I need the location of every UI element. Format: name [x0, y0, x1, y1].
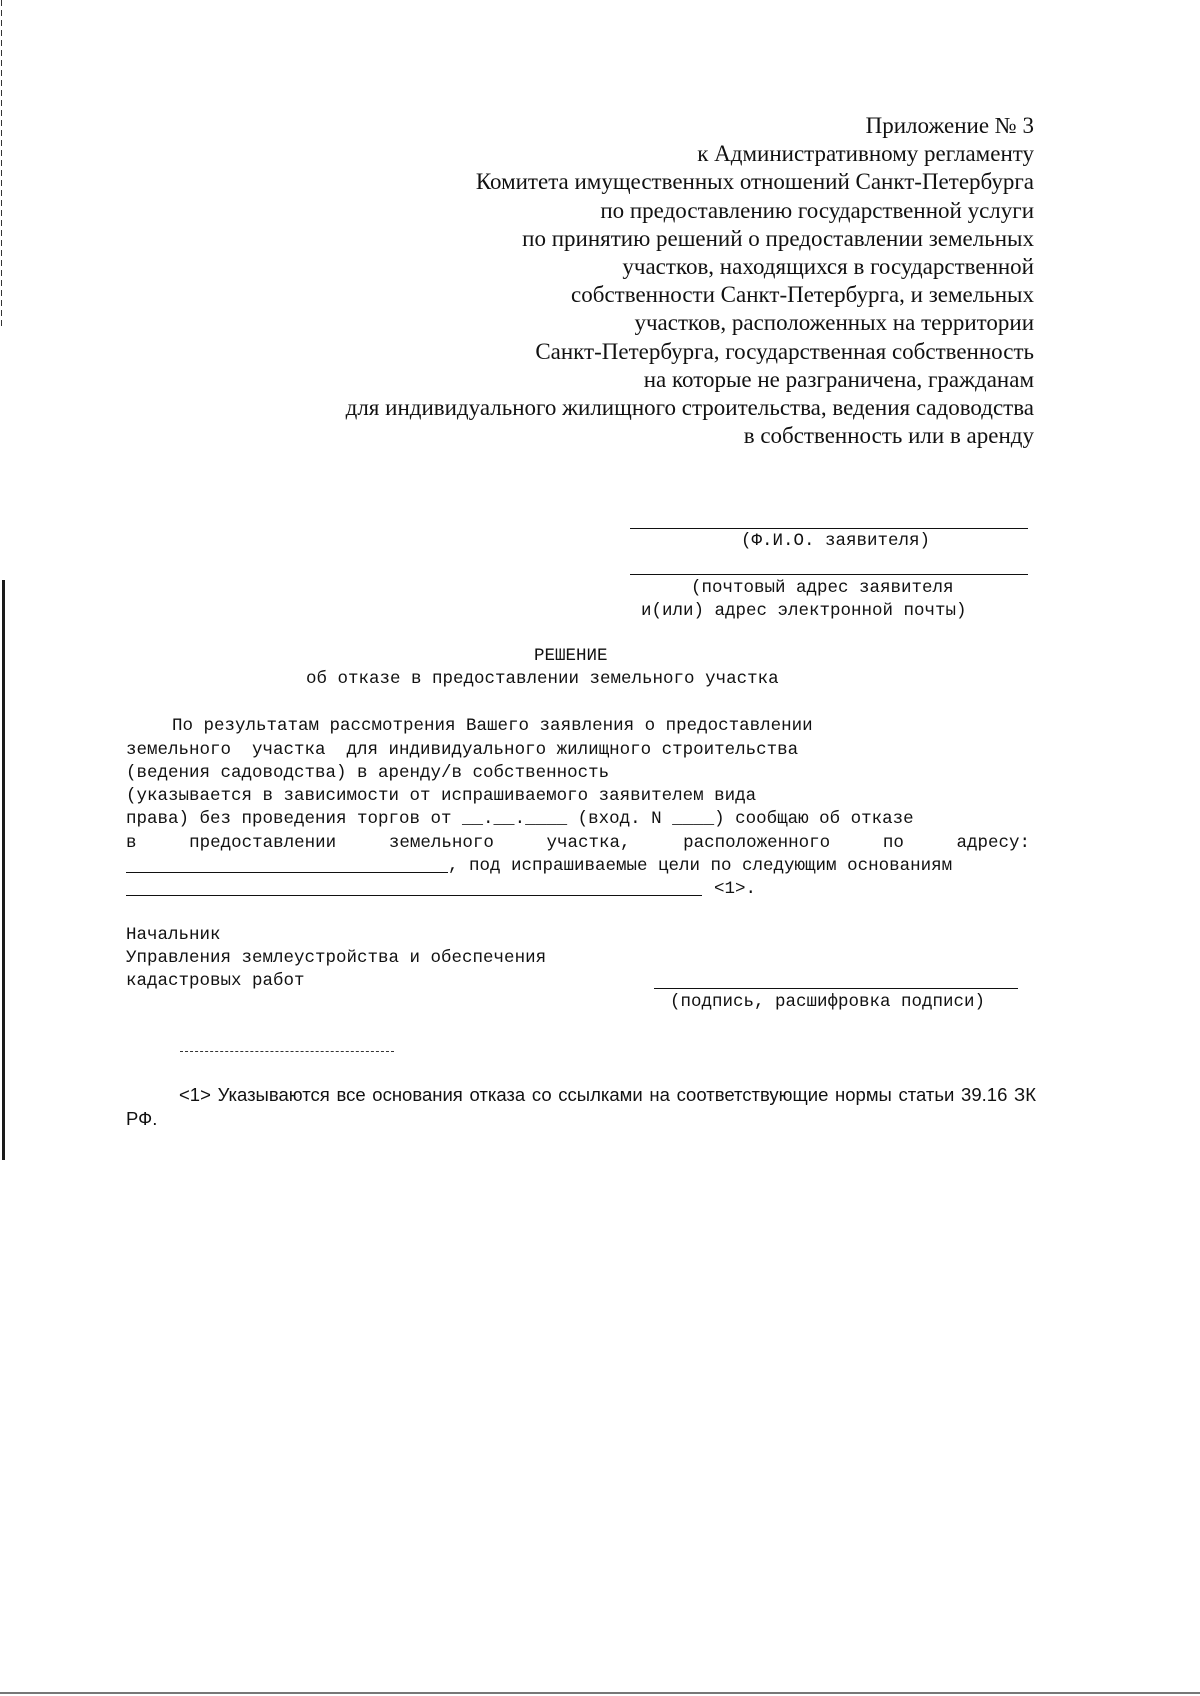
body-word: предоставлении [189, 833, 337, 853]
header-line: Приложение № 3 [865, 113, 1034, 138]
header-line: на которые не разграничена, гражданам [643, 366, 1034, 392]
applicant-email-caption: и(или) адрес электронной почты) [641, 601, 967, 621]
header-line: для индивидуального жилищного строительства, ведения садоводства [345, 395, 1034, 421]
body-line: По результатам рассмотрения Вашего заявления о предоставлении [172, 716, 813, 736]
header-line: в собственность или в аренду [743, 423, 1034, 449]
body-word: земельного [388, 833, 494, 853]
header-line: собственности Санкт-Петербурга, и земельных [571, 282, 1034, 308]
body-word: в [126, 833, 137, 853]
decision-subtitle: об отказе в предоставлении земельного участка [306, 669, 779, 689]
signature-line [654, 988, 1018, 989]
body-line: права) без проведения торгов от __.__.____ (вход. N ____) сообщаю об отказе [126, 809, 914, 829]
signatory-department: кадастровых работ [126, 971, 305, 991]
applicant-address-caption: (почтовый адрес заявителя [691, 578, 954, 598]
body-line: , под испрашиваемые цели по следующим основаниям [448, 856, 953, 876]
applicant-address-line [630, 574, 1028, 575]
signatory-department: Управления землеустройства и обеспечения [126, 948, 547, 968]
body-line: (ведения садоводства) в аренду/в собственность [126, 763, 610, 783]
footnote-reference: <1>. [714, 879, 757, 899]
grounds-blank-line [126, 895, 702, 896]
footnote-text: <1> Указываются все основания отказа со ссылками на соответствующие нормы статьи 39.16 ЗК РФ. [126, 1084, 1036, 1129]
decision-title: РЕШЕНИЕ [534, 646, 608, 666]
scan-edge-mark [1, 0, 2, 330]
applicant-name-line [630, 528, 1028, 529]
body-word: расположенного [683, 833, 831, 853]
applicant-name-caption: (Ф.И.О. заявителя) [741, 531, 931, 551]
body-word: адресу: [956, 833, 1030, 853]
header-line: участков, находящихся в государственной [622, 254, 1034, 280]
header-line: участков, расположенных на территории [634, 310, 1034, 336]
header-line: Санкт-Петербурга, государственная собственность [535, 338, 1034, 364]
header-line: Комитета имущественных отношений Санкт-Петербурга [475, 169, 1034, 195]
scan-bottom-edge [0, 1692, 1200, 1694]
signatory-title: Начальник [126, 925, 221, 945]
header-line: к Административному регламенту [697, 141, 1034, 167]
body-line: (указывается в зависимости от испрашиваемого заявителем вида [126, 786, 757, 806]
body-word: по [882, 833, 904, 853]
scan-edge-bar [2, 580, 5, 1160]
signature-caption: (подпись, расшифровка подписи) [670, 992, 986, 1012]
body-line-justified [126, 832, 1030, 855]
body-word: участка, [546, 833, 631, 853]
appendix-header [346, 112, 1034, 450]
body-line: земельного участка для индивидуального жилищного строительства [126, 740, 799, 760]
address-blank-line [126, 872, 448, 873]
header-line: по предоставлению государственной услуги [600, 197, 1034, 223]
footnote-separator [180, 1051, 394, 1052]
header-line: по принятию решений о предоставлении земельных [522, 225, 1034, 251]
